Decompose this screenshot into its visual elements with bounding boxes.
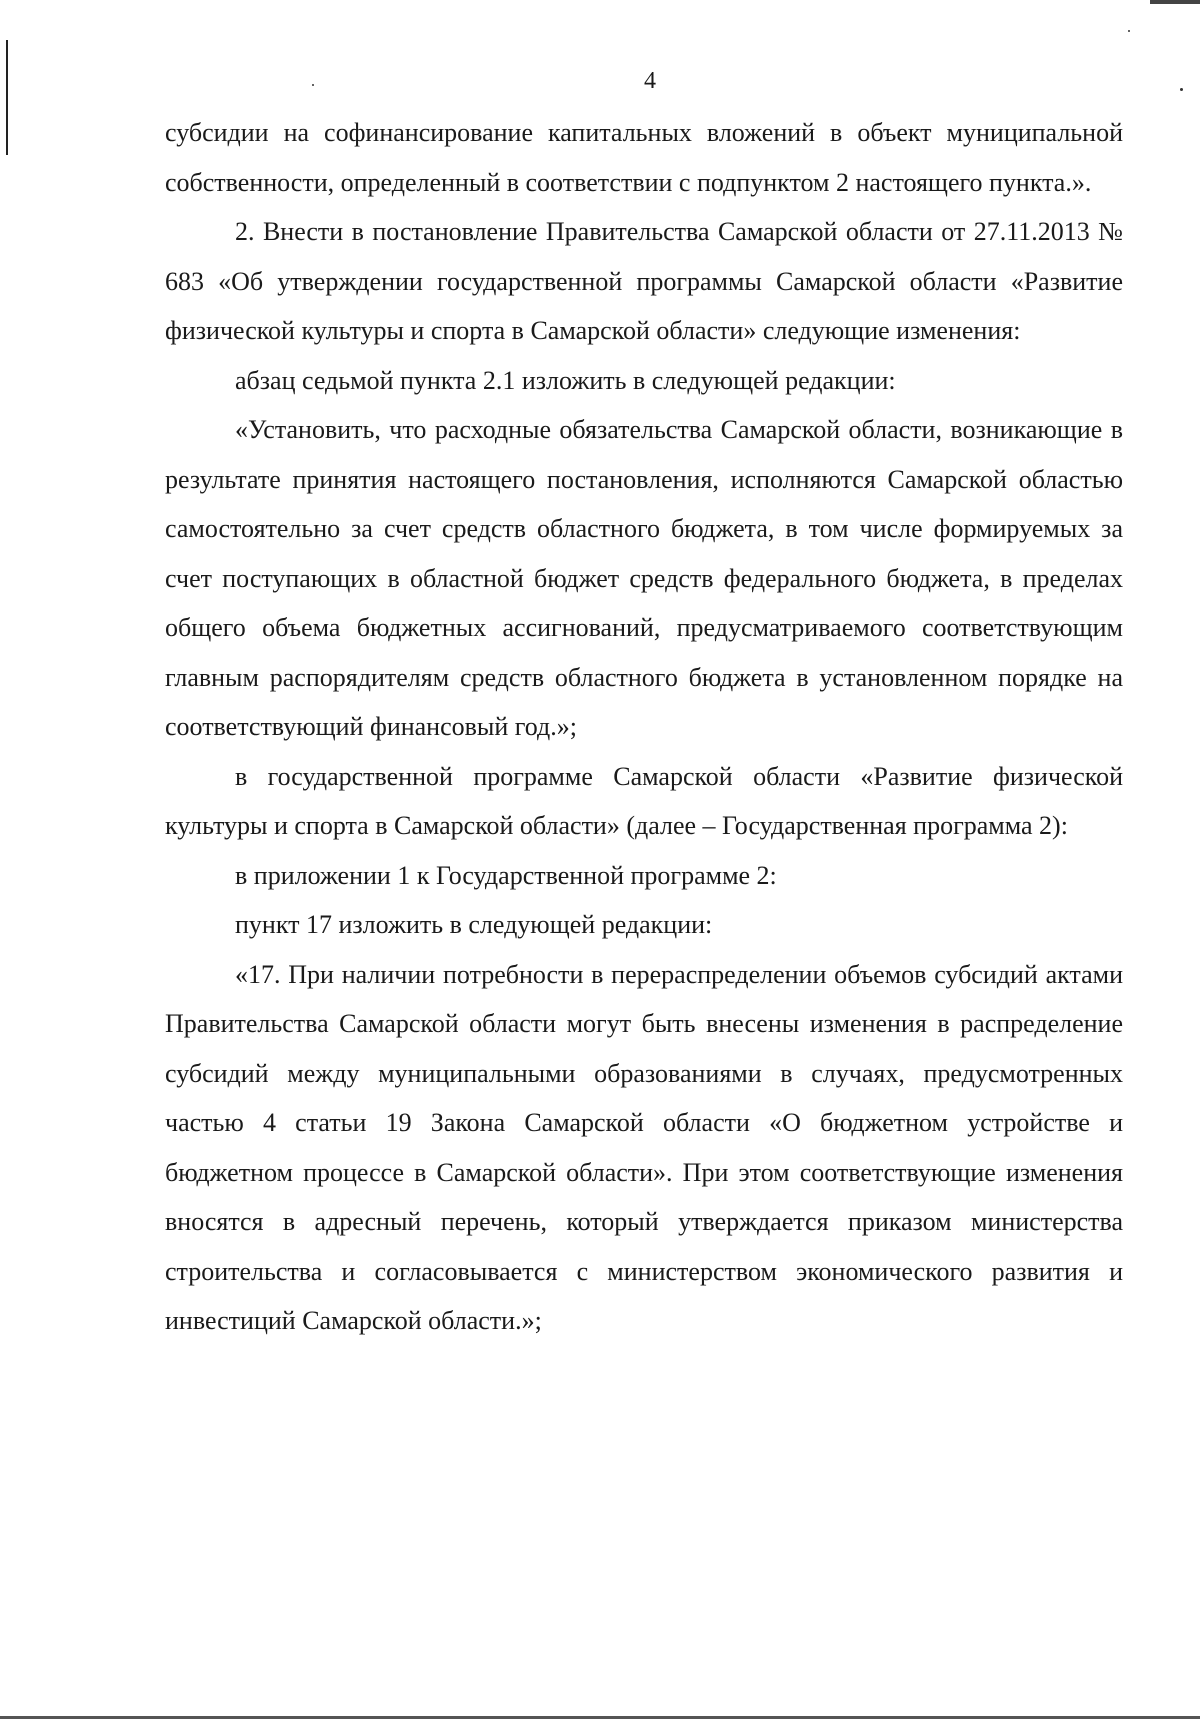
paragraph: пункт 17 изложить в следующей редакции:	[235, 910, 713, 939]
paragraph: 2. Внести в постановление Правительства Самарской области от 27.11.2013 № 683 «Об утверждении государственной программы Самарской области «Развитие физической культуры и спорта в Самарской области» следующие изменения:	[165, 217, 1123, 345]
paragraph: «Установить, что расходные обязательства Самарской области, возникающие в результате принятия настоящего постановления, исполняются Самарской областью самостоятельно за счет средств областного бюджета, в том числе формируемых за счет поступающих в областной бюджет средств федерального бюджета, в пределах общего объема бюджетных ассигнований, предусматриваемого соответствующим главным распорядителям средств областного бюджета в установленном порядке на соответствующий финансовый год.»;	[165, 415, 1123, 741]
document-body	[165, 108, 1123, 1346]
paragraph: абзац седьмой пункта 2.1 изложить в следующей редакции:	[235, 365, 896, 395]
paragraph: субсидии на софинансирование капитальных вложений в объект муниципальной собственности, определенный в соответствии с подпунктом 2 настоящего пункта.».	[165, 118, 1123, 197]
scan-edge-top	[1150, 0, 1200, 4]
scan-edge-left	[6, 40, 8, 155]
paragraph: в государственной программе Самарской области «Развитие физической культуры и спорта в Самарской области» (далее – Государственная программа 2):	[165, 761, 1123, 840]
paragraph: в приложении 1 к Государственной программе 2:	[235, 860, 777, 890]
paragraph: «17. При наличии потребности в перераспределении объемов субсидий актами Правительства Самарской области могут быть внесены изменения в распределение субсидий между муниципальными образованиями в случаях, предусмотренных частью 4 статьи 19 Закона Самарской области «О бюджетном устройстве и бюджетном процессе в Самарской области». При этом соответствующие изменения вносятся в адресный перечень, который утверждается приказом министерства строительства и согласовывается с министерством экономического развития и инвестиций Самарской области.»;	[165, 959, 1123, 1335]
scan-speck	[1128, 30, 1130, 32]
page-number: 4	[644, 68, 656, 94]
